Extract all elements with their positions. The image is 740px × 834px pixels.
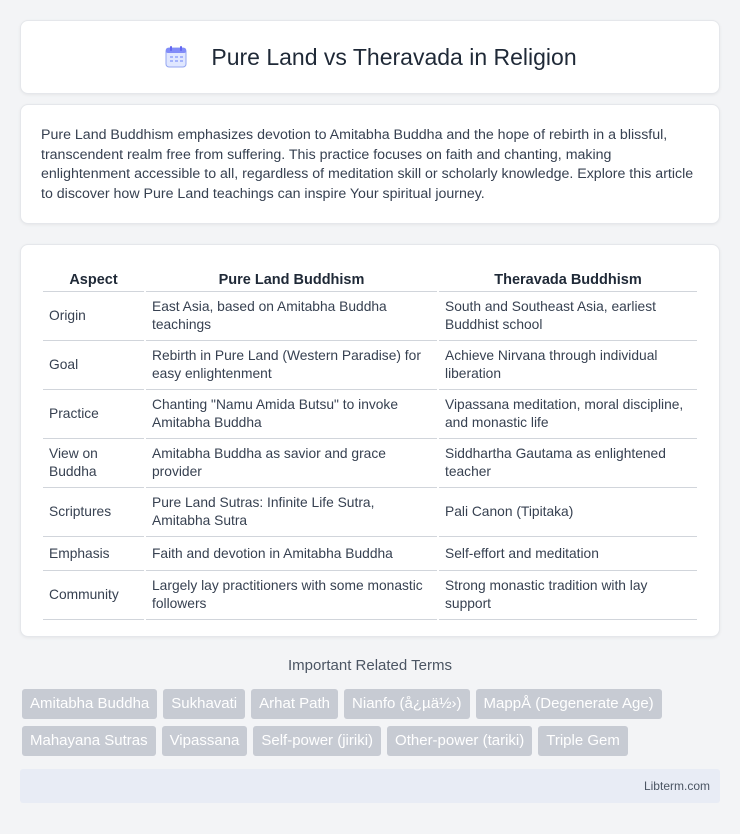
table-row — [43, 341, 697, 390]
tag-triple-gem[interactable]: Triple Gem — [538, 726, 628, 756]
cell-aspect: Practice — [43, 390, 144, 439]
header-card — [20, 20, 720, 94]
cell-pure-land: Rebirth in Pure Land (Western Paradise) for easy enlightenment — [146, 341, 437, 390]
comparison-table — [41, 265, 699, 620]
page-title: Pure Land vs Theravada in Religion — [211, 43, 577, 70]
tag-row — [22, 689, 722, 719]
tag-other-power[interactable]: Other-power (tariki) — [387, 726, 532, 756]
column-header-theravada: Theravada Buddhism — [439, 265, 697, 292]
tag-self-power[interactable]: Self-power (jiriki) — [253, 726, 381, 756]
cell-aspect: Scriptures — [43, 488, 144, 537]
table-header-row — [43, 265, 697, 292]
related-terms-title: Important Related Terms — [288, 657, 452, 674]
tag-arhat-path[interactable]: Arhat Path — [251, 689, 338, 719]
cell-pure-land: Largely lay practitioners with some monastic followers — [146, 571, 437, 620]
cell-pure-land: Chanting "Namu Amida Butsu" to invoke Amitabha Buddha — [146, 390, 437, 439]
tag-sukhavati[interactable]: Sukhavati — [163, 689, 245, 719]
tag-nianfo[interactable]: Nianfo (å¿µä½›) — [344, 689, 470, 719]
table-row — [43, 537, 697, 571]
cell-aspect: Emphasis — [43, 537, 144, 571]
intro-card — [20, 104, 720, 224]
cell-theravada: Vipassana meditation, moral discipline, and monastic life — [439, 390, 697, 439]
tag-vipassana[interactable]: Vipassana — [162, 726, 248, 756]
cell-theravada: Strong monastic tradition with lay support — [439, 571, 697, 620]
related-terms-list — [22, 689, 722, 763]
column-header-aspect: Aspect — [43, 265, 144, 292]
cell-aspect: View on Buddha — [43, 439, 144, 488]
table-row — [43, 390, 697, 439]
table-row — [43, 439, 697, 488]
cell-theravada: Siddhartha Gautama as enlightened teacher — [439, 439, 697, 488]
footer-source-link[interactable]: Libterm.com — [643, 779, 710, 793]
cell-pure-land: Amitabha Buddha as savior and grace provider — [146, 439, 437, 488]
cell-aspect: Origin — [43, 292, 144, 341]
cell-aspect: Community — [43, 571, 144, 620]
calendar-icon — [163, 44, 189, 70]
table-row — [43, 488, 697, 537]
cell-pure-land: Faith and devotion in Amitabha Buddha — [146, 537, 437, 571]
cell-theravada: Achieve Nirvana through individual liberation — [439, 341, 697, 390]
tag-row — [22, 726, 722, 756]
column-header-pure-land: Pure Land Buddhism — [146, 265, 437, 292]
footer — [20, 769, 720, 803]
cell-pure-land: Pure Land Sutras: Infinite Life Sutra, Amitabha Sutra — [146, 488, 437, 537]
table-row — [43, 571, 697, 620]
cell-pure-land: East Asia, based on Amitabha Buddha teachings — [146, 292, 437, 341]
tag-amitabha-buddha[interactable]: Amitabha Buddha — [22, 689, 157, 719]
cell-aspect: Goal — [43, 341, 144, 390]
cell-theravada: South and Southeast Asia, earliest Buddhist school — [439, 292, 697, 341]
cell-theravada: Self-effort and meditation — [439, 537, 697, 571]
intro-text: Pure Land Buddhism emphasizes devotion to Amitabha Buddha and the hope of rebirth in a blissful, transcendent realm free from suffering. This practice focuses on faith and chanting, making enlightenment accessible to all, regardless of meditation skill or scholarly knowledge. Explore this article to discover how Pure Land teachings can inspire Your spiritual journey. — [41, 127, 694, 202]
table-row — [43, 292, 697, 341]
tag-mappo[interactable]: MappÅ (Degenerate Age) — [476, 689, 662, 719]
cell-theravada: Pali Canon (Tipitaka) — [439, 488, 697, 537]
comparison-card — [20, 244, 720, 637]
tag-mahayana-sutras[interactable]: Mahayana Sutras — [22, 726, 156, 756]
